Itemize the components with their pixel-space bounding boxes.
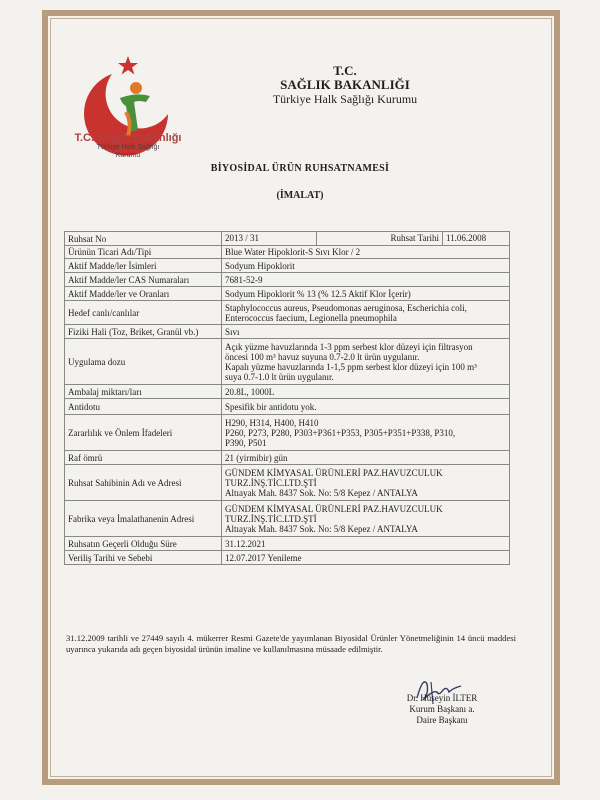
table-row	[65, 385, 510, 399]
logo-name: T.C. Sağlık Bakanlığı	[74, 132, 182, 144]
row-label: Aktif Madde/ler ve Oranları	[65, 287, 222, 301]
header-line3: Türkiye Halk Sağlığı Kurumu	[272, 92, 418, 106]
table-row	[65, 287, 510, 301]
row-label: Aktif Madde/ler CAS Numaraları	[65, 273, 222, 287]
table-row	[65, 537, 510, 551]
row-value: 31.12.2021	[222, 537, 510, 551]
row-label: Veriliş Tarihi ve Sebebi	[65, 551, 222, 565]
row-value-line: Altıayak Mah. 8437 Sok. No: 5/8 Kepez / ANTALYA	[225, 487, 418, 498]
row-value: Sodyum Hipoklorit	[222, 259, 510, 273]
row-label: Ruhsatın Geçerli Olduğu Süre	[65, 537, 222, 551]
ruhsat-no-cell	[222, 232, 510, 246]
table-row	[65, 339, 510, 385]
table-row	[65, 501, 510, 537]
row-value-line: H290, H314, H400, H410	[225, 417, 319, 428]
row-value-line: Açık yüzme havuzlarında 1-3 ppm serbest klor düzeyi için filtrasyon	[225, 341, 473, 352]
row-label: Zararlılık ve Önlem İfadeleri	[65, 415, 222, 451]
row-label: Ruhsat Sahibinin Adı ve Adresi	[65, 465, 222, 501]
row-value	[222, 339, 510, 385]
row-value-line: Kapalı yüzme havuzlarında 1-1,5 ppm serbest klor düzeyi için 100 m³	[225, 361, 477, 372]
ruhsat-no-label: Ruhsat No	[65, 232, 222, 246]
ruhsat-no-value: 2013 / 31	[222, 232, 317, 245]
row-value-line: Enterococcus faecium, Legionella pneumophila	[225, 312, 397, 323]
row-value: Blue Water Hipoklorit-S Sıvı Klor / 2	[222, 246, 510, 259]
footer-statement: 31.12.2009 tarihli ve 27449 sayılı 4. mükerrer Resmi Gazete'de yayımlanan Biyosidal Ürünler Yönetmeliğinin 14 üncü maddesi uyarınca yukarıda adı geçen biyosidal ürünün imaline ve kullanılmasına müsaade edilmiştir.	[66, 633, 516, 654]
row-label: Aktif Madde/ler İsimleri	[65, 259, 222, 273]
table-row	[65, 465, 510, 501]
row-label: Ürünün Ticari Adı/Tipi	[65, 246, 222, 259]
row-value: 12.07.2017 Yenileme	[222, 551, 510, 565]
row-value-line: Altıayak Mah. 8437 Sok. No: 5/8 Kepez / ANTALYA	[225, 523, 418, 534]
row-label: Fiziki Hali (Toz, Briket, Granül vb.)	[65, 325, 222, 339]
logo-line2: Türkiye Halk Sağlığı	[96, 144, 160, 151]
document-title: BİYOSİDAL ÜRÜN RUHSATNAMESİ	[210, 163, 390, 174]
row-value: 7681-52-9	[222, 273, 510, 287]
row-value-line: TURZ.İNŞ.TİC.LTD.ŞTİ	[225, 513, 317, 524]
signer-name: Dr. Hüseyin İLTER	[406, 693, 478, 703]
row-value-line: öncesi 100 m³ havuz suyuna 0.7-2.0 lt ürün uygulanır.	[225, 351, 420, 362]
table-row	[65, 273, 510, 287]
row-label: Fabrika veya İmalathanenin Adresi	[65, 501, 222, 537]
logo-line3: Kurumu	[115, 152, 141, 159]
row-value-line: Staphylococcus aureus, Pseudomonas aeruginosa, Escherichia coli,	[225, 302, 467, 313]
row-value: Sıvı	[222, 325, 510, 339]
table-row	[65, 325, 510, 339]
ruhsat-tarihi-label: Ruhsat Tarihi	[317, 232, 443, 245]
row-value-line: TURZ.İNŞ.TİC.LTD.ŞTİ	[225, 477, 317, 488]
row-label: Raf ömrü	[65, 451, 222, 465]
row-value: 21 (yirmibir) gün	[222, 451, 510, 465]
header-line2: SAĞLIK BAKANLIĞI	[280, 77, 410, 92]
signer-title1: Kurum Başkanı a.	[409, 704, 475, 714]
row-value	[222, 415, 510, 451]
table-row	[65, 415, 510, 451]
row-value: Spesifik bir antidotu yok.	[222, 399, 510, 415]
row-value: 20.8L, 1000L	[222, 385, 510, 399]
table-row	[65, 301, 510, 325]
table-row	[65, 399, 510, 415]
row-value-line: GÜNDEM KİMYASAL ÜRÜNLERİ PAZ.HAVUZCULUK	[225, 467, 443, 478]
table-row-ruhsat-no	[65, 232, 510, 246]
row-value-line: P260, P273, P280, P303+P361+P353, P305+P351+P338, P310,	[225, 427, 456, 438]
license-table	[64, 231, 510, 565]
row-value-line: GÜNDEM KİMYASAL ÜRÜNLERİ PAZ.HAVUZCULUK	[225, 503, 443, 514]
row-value-line: P390, P501	[225, 437, 267, 448]
table-row	[65, 259, 510, 273]
row-value	[222, 465, 510, 501]
table-row	[65, 551, 510, 565]
row-label: Uygulama dozu	[65, 339, 222, 385]
row-value: Sodyum Hipoklorit % 13 (% 12.5 Aktif Klor İçerir)	[222, 287, 510, 301]
document-subtitle: (İMALAT)	[276, 190, 324, 201]
row-value-line: suya 0.7-1.0 lt ürün uygulanır.	[225, 371, 334, 382]
row-value	[222, 301, 510, 325]
table-row	[65, 246, 510, 259]
row-label: Ambalaj miktarı/ları	[65, 385, 222, 399]
header-line1: T.C.	[333, 63, 357, 78]
table-row	[65, 451, 510, 465]
row-label: Hedef canlı/canlılar	[65, 301, 222, 325]
signer-title2: Daire Başkanı	[416, 715, 468, 725]
ministry-header	[230, 64, 460, 106]
ruhsat-tarihi-value: 11.06.2008	[446, 233, 487, 243]
logo-caption	[60, 132, 196, 160]
row-label: Antidotu	[65, 399, 222, 415]
row-value	[222, 501, 510, 537]
signer-block	[392, 693, 492, 726]
